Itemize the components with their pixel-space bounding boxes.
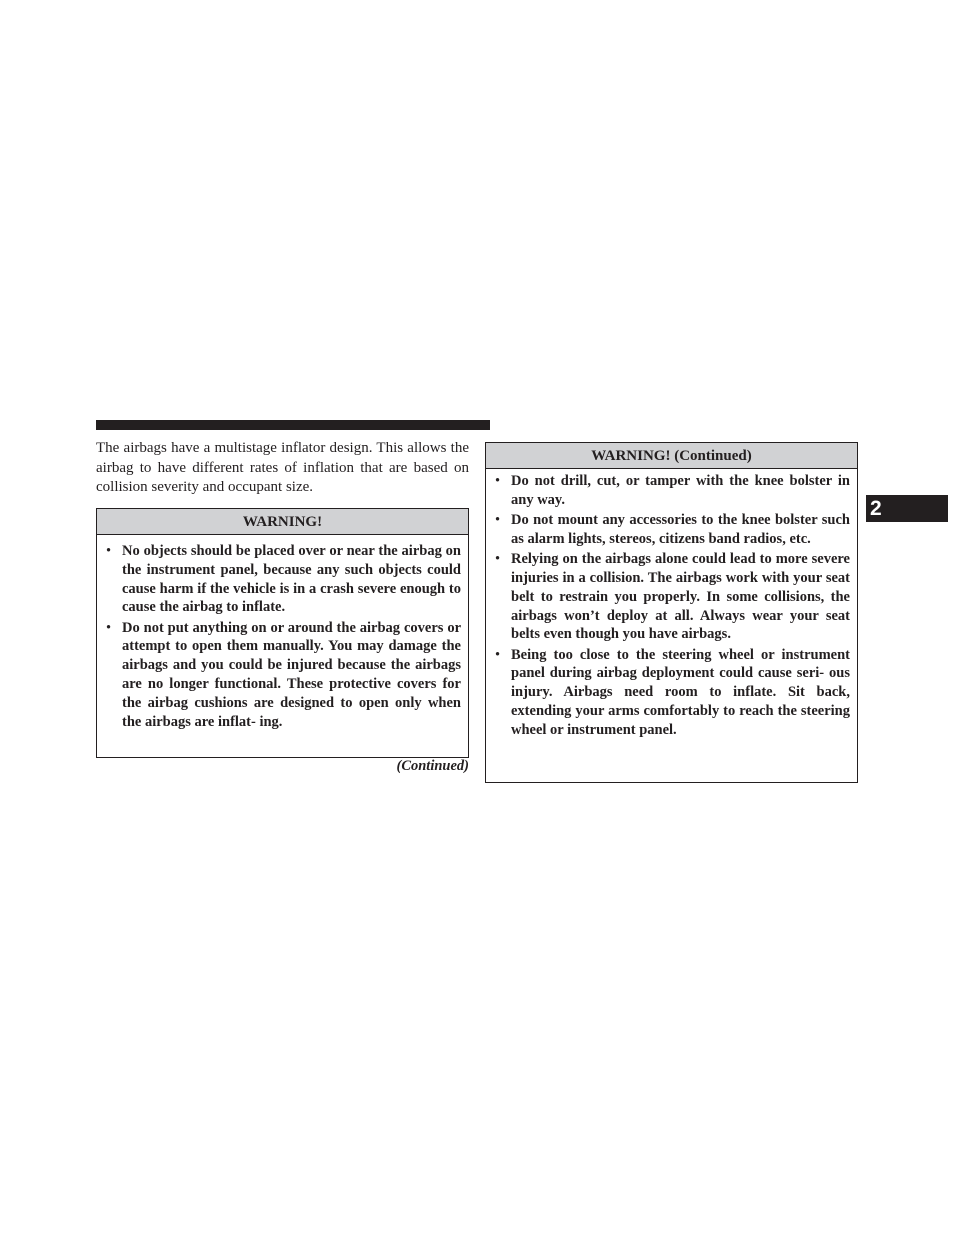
warning-box <box>96 508 469 758</box>
warning-list <box>97 535 468 731</box>
intro-paragraph: The airbags have a multistage inflator design. This allows the airbag to have different rates of inflation that are based on collision severity and occupant size. <box>96 440 469 495</box>
warning-item-text: Do not mount any accessories to the knee bolster such as alarm lights, stereos, citizens band radios, etc. <box>511 512 850 547</box>
bullet-icon: • <box>495 551 501 568</box>
warning-continued-box <box>485 442 858 783</box>
bullet-icon: • <box>106 619 112 636</box>
warning-title: WARNING! <box>97 509 468 535</box>
warning-continued-title: WARNING! (Continued) <box>486 443 857 469</box>
warning-list <box>486 469 857 740</box>
bullet-icon: • <box>495 512 501 529</box>
warning-item <box>104 619 461 732</box>
bullet-icon: • <box>495 473 501 489</box>
warning-item-text: Do not drill, cut, or tamper with the knee bolster in any way. <box>511 473 850 508</box>
warning-item-text: No objects should be placed over or near the airbag on the instrument panel, because any such objects could cause harm if the vehicle is in a crash severe enough to cause the airbag to inflate. <box>122 543 461 616</box>
warning-item <box>493 472 850 510</box>
bullet-icon: • <box>106 543 112 559</box>
section-top-rule <box>96 420 490 430</box>
warning-item-text: Relying on the airbags alone could lead to more severe injuries in a collision. The airbags work with your seat belt to restrain you properly. In some collisions, the airbags won’t deploy at all. Always wear your seat belts even though you have airbags. <box>511 551 850 643</box>
continued-label: (Continued) <box>396 758 469 774</box>
warning-item-text: Do not put anything on or around the airbag covers or attempt to open them manually. You may damage the airbags and you could be injured because the airbags are no longer functional. These protective covers for the airbag cushions are designed to open only when the airbags are inflat- ing. <box>122 619 461 730</box>
warning-item-text: Being too close to the steering wheel or instrument panel during airbag deployment could cause seri- ous injury. Airbags need room to inflate. Sit back, extending your arms comfortably to reach the steering wheel or instrument panel. <box>511 646 850 738</box>
warning-item <box>104 542 461 617</box>
chapter-tab: 2 <box>866 495 948 522</box>
warning-item <box>493 646 850 740</box>
bullet-icon: • <box>495 646 501 663</box>
warning-item <box>493 550 850 644</box>
warning-item <box>493 511 850 549</box>
